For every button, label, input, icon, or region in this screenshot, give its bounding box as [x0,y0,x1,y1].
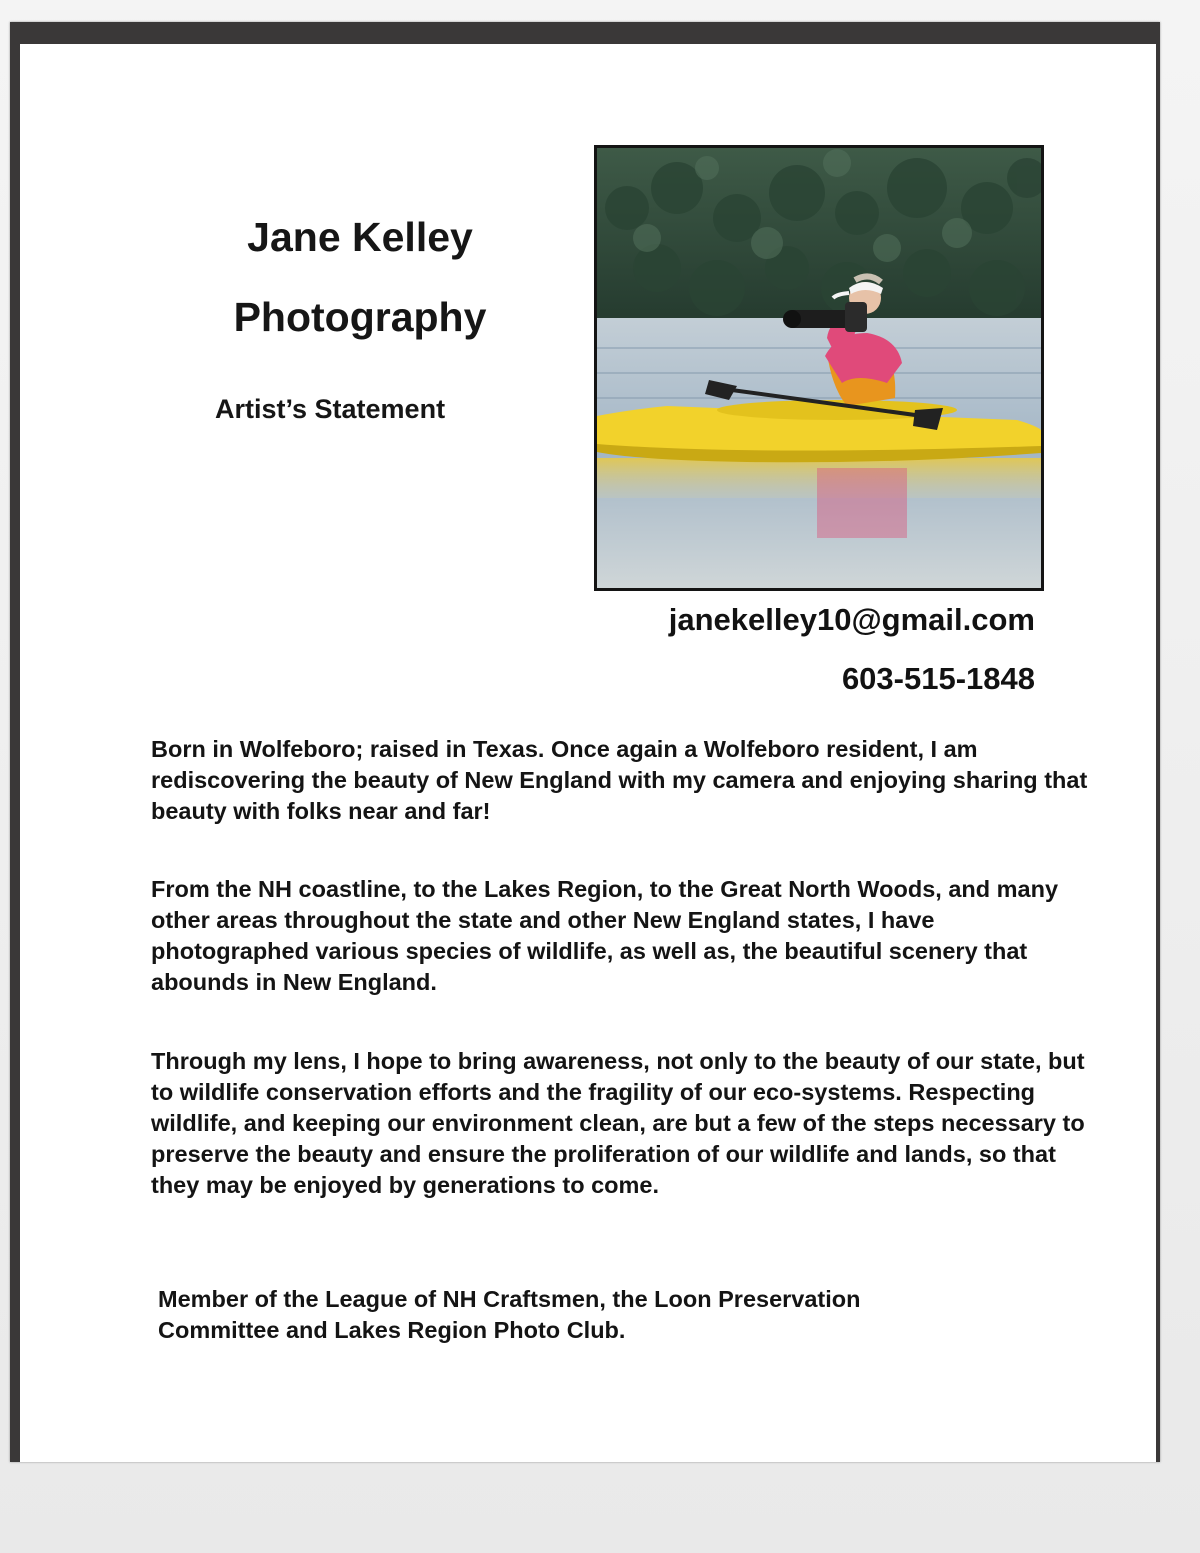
statement-sheet [20,44,1156,1462]
statement-paragraph: From the NH coastline, to the Lakes Region, to the Great North Woods, and many other areas throughout the state and other New England states, I have photographed various species of wildlife, as well as, the beautiful scenery that abounds in New England. [151,876,1059,995]
membership-note: Member of the League of NH Craftsmen, the Loon Preservation Committee and Lakes Region Photo Club. [158,1286,861,1343]
contact-phone: 603-515-1848 [841,661,1035,696]
mounting-board [10,22,1160,1462]
artist-photo [594,145,1044,591]
contact-email: janekelley10@gmail.com [668,602,1035,637]
kayak-photographer-image [597,148,1041,588]
artist-name: Jane Kelley [247,214,473,260]
statement-paragraph: Through my lens, I hope to bring awareness, not only to the beauty of our state, but to wildlife conservation efforts and the fragility of our eco-systems. Respecting wildlife, and keeping our environment clean, are but a few of the steps necessary to preserve the beauty and ensure the proliferation of our wildlife and lands, so that they may be enjoyed by generations to come. [151,1048,1085,1198]
business-title: Photography [233,294,487,340]
document-subtitle: Artist’s Statement [215,394,446,424]
statement-paragraph: Born in Wolfeboro; raised in Texas. Once again a Wolfeboro resident, I am rediscovering the beauty of New England with my camera and enjoying sharing that beauty with folks near and far! [151,736,1088,824]
